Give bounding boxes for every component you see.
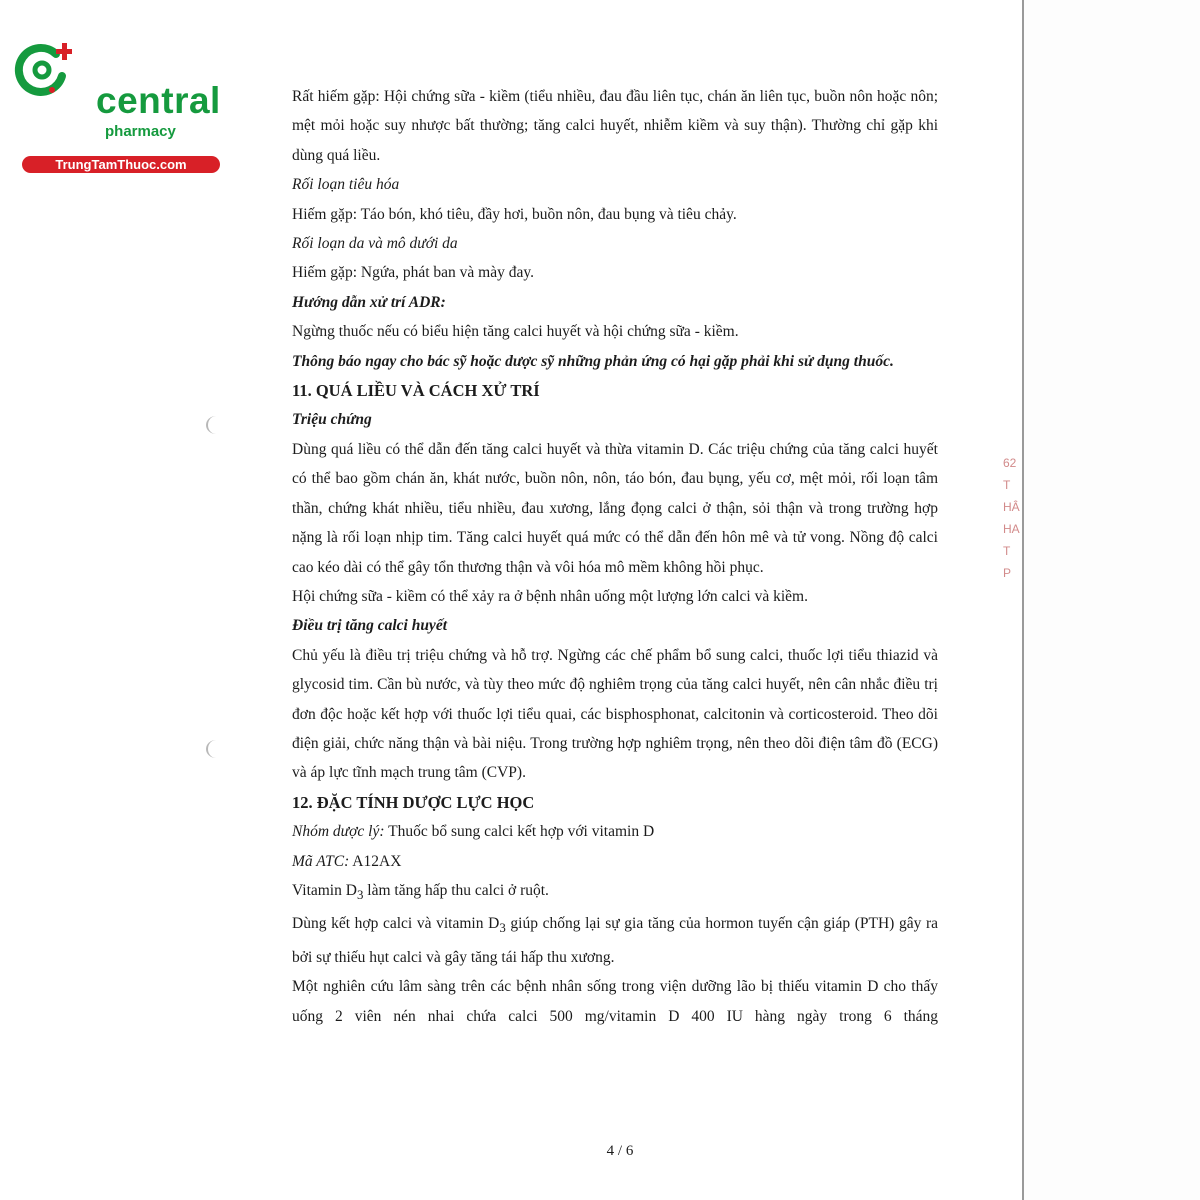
skin-disorders-text: Hiếm gặp: Ngứa, phát ban và mày đay. <box>292 264 534 282</box>
page-number: 4 / 6 <box>606 1143 634 1159</box>
combo-subscript: 3 <box>499 920 506 936</box>
combo-text: giúp chống lại sự gia tăng của hormon tuyến cận giáp (PTH) gây ra bởi sự thiếu hụt calci và gây tăng tái hấp thu xương. <box>292 915 938 966</box>
central-pharmacy-logo[interactable] <box>10 38 221 172</box>
vitd-prefix: Vitamin D <box>292 881 357 899</box>
adr-rare-text: Hội chứng sữa - kiềm (tiểu nhiều, đau đầu liên tục, chán ăn liên tục, buồn nôn hoặc nôn; mệt mỏi hoặc suy nhược bất thường; tăng calci huyết, nhiễm kiềm và suy thận). Thường chỉ gặp khi dùng quá liều. <box>292 88 938 164</box>
stamp-line: HA <box>1003 522 1020 536</box>
section-11-heading: 11. QUÁ LIỀU VÀ CÁCH XỬ TRÍ <box>292 381 540 401</box>
atc-code <box>292 847 938 876</box>
section-12-heading: 12. ĐẶC TÍNH DƯỢC LỰC HỌC <box>292 792 535 812</box>
stamp-line: P <box>1003 566 1012 580</box>
milk-alkali-paragraph: Hội chứng sữa - kiềm có thể xảy ra ở bệnh nhân uống một lượng lớn calci và kiềm. <box>292 587 808 605</box>
adr-rare-label: Rất hiếm gặp: <box>292 88 380 105</box>
punch-hole-mark <box>206 740 226 758</box>
punch-hole-mark <box>206 416 226 434</box>
adr-rare-paragraph <box>292 82 938 170</box>
adr-guide-text: Ngừng thuốc nếu có biểu hiện tăng calci huyết và hội chứng sữa - kiềm. <box>292 323 739 341</box>
pharmacologic-group <box>292 817 938 846</box>
atc-label: Mã ATC: <box>292 852 350 870</box>
logo-sub-text: pharmacy <box>105 123 176 140</box>
stamp-line: T <box>1003 544 1011 558</box>
clinical-study-paragraph: Một nghiên cứu lâm sàng trên các bệnh nhân sống trong viện dưỡng lão bị thiếu vitamin D cho thấy uống 2 viên nén nhai chứa calci 500 mg/vitamin D 400 IU hàng ngày trong 6 tháng <box>292 978 938 1025</box>
gi-disorders-heading: Rối loạn tiêu hóa <box>292 176 400 194</box>
atc-value: A12AX <box>349 852 402 870</box>
vitd-subscript: 3 <box>356 887 364 903</box>
vitd-text: làm tăng hấp thu calci ở ruột. <box>363 881 549 899</box>
logo-website-bar[interactable]: TrungTamThuoc.com <box>22 156 220 173</box>
logo-brand-text: central <box>96 80 221 121</box>
stamp-line: 62 <box>1003 456 1017 470</box>
symptoms-heading: Triệu chứng <box>292 411 372 429</box>
treatment-paragraph: Chủ yếu là điều trị triệu chứng và hỗ trợ. Ngừng các chế phẩm bổ sung calci, thuốc lợi tiểu thiazid và glycosid tim. Cần bù nước, và tùy theo mức độ nghiêm trọng của tăng calci huyết, nên cân nhắc điều trị đơn độc hoặc kết hợp với thuốc lợi tiểu quai, các bisphosphonat, calcitonin và corticosteroid. Theo dõi điện giải, chức năng thận và bài niệu. Trong trường hợp nghiêm trọng, nên theo dõi điện tâm đồ (ECG) và áp lực tĩnh mạch trung tâm (CVP). <box>292 646 938 782</box>
adr-guide-heading: Hướng dẫn xử trí ADR: <box>292 293 446 311</box>
stamp-line: HÂ <box>1003 500 1020 514</box>
vitamin-d3-paragraph <box>292 876 938 910</box>
stamp-line: T <box>1003 478 1011 492</box>
skin-disorders-heading: Rối loạn da và mô dưới da <box>292 235 458 253</box>
treatment-heading: Điều trị tăng calci huyết <box>292 617 447 635</box>
red-stamp-fragment <box>1003 452 1025 602</box>
combo-prefix: Dùng kết hợp calci và vitamin D <box>292 915 500 933</box>
document-body <box>292 82 938 1031</box>
group-label: Nhóm dược lý: <box>292 823 385 841</box>
combination-paragraph <box>292 909 938 972</box>
symptoms-paragraph: Dùng quá liều có thể dẫn đến tăng calci huyết và thừa vitamin D. Các triệu chứng của tăng calci huyết có thể bao gồm chán ăn, khát nước, buồn nôn, nôn, táo bón, đau bụng, yếu cơ, mệt mỏi, rối loạn tâm thần, chứng khát nhiều, tiểu nhiều, đau xương, lắng đọng calci ở thận, sỏi thận và trong trường hợp nặng là rối loạn nhịp tim. Tăng calci huyết quá mức có thể dẫn đến hôn mê và tử vong. Nồng độ calci cao kéo dài có thể gây tổn thương thận và vôi hóa mô mềm không hồi phục. <box>292 440 938 576</box>
report-notice: Thông báo ngay cho bác sỹ hoặc dược sỹ những phản ứng có hại gặp phải khi sử dụng thuốc. <box>292 352 894 370</box>
group-value: Thuốc bổ sung calci kết hợp với vitamin D <box>384 823 655 841</box>
right-margin-strip <box>1024 0 1200 1200</box>
logo-cross-icon <box>12 40 72 100</box>
gi-disorders-text: Hiếm gặp: Táo bón, khó tiêu, đầy hơi, buồn nôn, đau bụng và tiêu chảy. <box>292 205 737 223</box>
